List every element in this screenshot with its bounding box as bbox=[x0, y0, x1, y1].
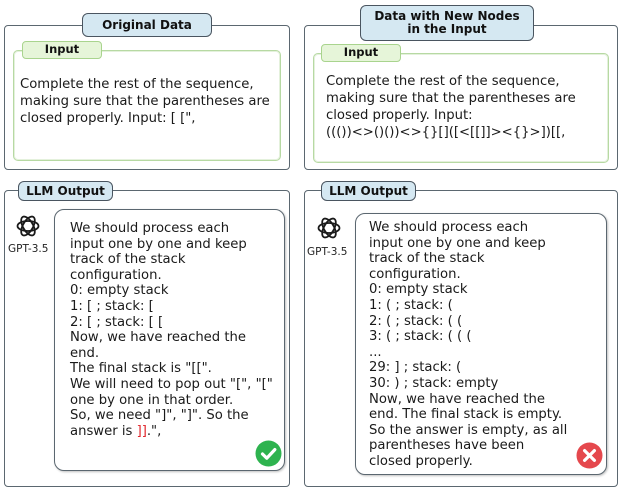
output-line: The final stack is "[[". bbox=[70, 361, 212, 377]
output-line: track of the stack bbox=[70, 252, 186, 268]
output-line: track of the stack bbox=[369, 251, 485, 267]
x-circle-icon bbox=[576, 442, 603, 469]
output-line: input one by one and keep bbox=[70, 236, 247, 252]
output-line: So the answer is empty, as all bbox=[369, 422, 568, 438]
new-nodes-input-label: Input bbox=[321, 44, 401, 62]
output-line: 0: empty stack bbox=[70, 283, 169, 299]
output-line: We will need to pop out "[", "[" bbox=[70, 376, 273, 392]
original-data-title: Original Data bbox=[82, 13, 212, 37]
left-output-text bbox=[70, 221, 282, 439]
left-model-name: GPT-3.5 bbox=[8, 243, 49, 255]
original-input-label: Input bbox=[22, 41, 102, 59]
output-line: end. bbox=[70, 345, 100, 361]
output-line: 0: empty stack bbox=[369, 282, 468, 298]
output-line: ... bbox=[369, 344, 382, 360]
output-line: 30: ) ; stack: empty bbox=[369, 375, 499, 391]
right-output-text bbox=[369, 220, 605, 470]
new-nodes-title: Data with New Nodes in the Input bbox=[360, 5, 534, 41]
output-line: parentheses have been bbox=[369, 438, 525, 454]
output-line: 3: ( ; stack: ( ( ( bbox=[369, 329, 472, 345]
openai-logo-icon bbox=[316, 215, 342, 241]
check-circle-icon bbox=[255, 440, 282, 467]
output-line: We should process each bbox=[70, 221, 230, 236]
openai-logo-icon bbox=[15, 213, 41, 239]
output-line: 29: ] ; stack: ( bbox=[369, 360, 462, 376]
original-input-text: Complete the rest of the sequence, making sure that the parentheses are closed properly. Input: [ [", bbox=[20, 77, 270, 126]
answer-highlight: ]] bbox=[136, 423, 147, 439]
output-line: closed properly. bbox=[369, 453, 473, 469]
output-line: Now, we have reached the bbox=[70, 330, 246, 346]
output-line: We should process each bbox=[369, 220, 529, 235]
output-line: So, we need "]", "]". So the bbox=[70, 408, 249, 424]
right-llm-output-title: LLM Output bbox=[321, 181, 416, 201]
output-line: configuration. bbox=[369, 266, 461, 282]
output-line: 2: [ ; stack: [ [ bbox=[70, 314, 164, 330]
output-line: Now, we have reached the bbox=[369, 391, 545, 407]
output-final-line bbox=[70, 424, 282, 440]
right-model-name: GPT-3.5 bbox=[307, 246, 348, 258]
final-line-suffix: .", bbox=[146, 423, 162, 439]
final-line-prefix: answer is bbox=[70, 423, 137, 439]
new-nodes-input-text: Complete the rest of the sequence, making sure that the parentheses are closed properly. Input: ((())<>()())<>{}[]([<[[]]><{}>])[[, bbox=[326, 74, 576, 140]
left-llm-output-title: LLM Output bbox=[18, 181, 113, 201]
output-line: end. The final stack is empty. bbox=[369, 407, 563, 423]
output-line: 2: ( ; stack: ( ( bbox=[369, 313, 463, 329]
output-line: 1: [ ; stack: [ bbox=[70, 298, 154, 314]
output-line: 1: ( ; stack: ( bbox=[369, 297, 453, 313]
output-line: configuration. bbox=[70, 267, 162, 283]
output-line: input one by one and keep bbox=[369, 235, 546, 251]
output-line: one by one in that order. bbox=[70, 392, 234, 408]
